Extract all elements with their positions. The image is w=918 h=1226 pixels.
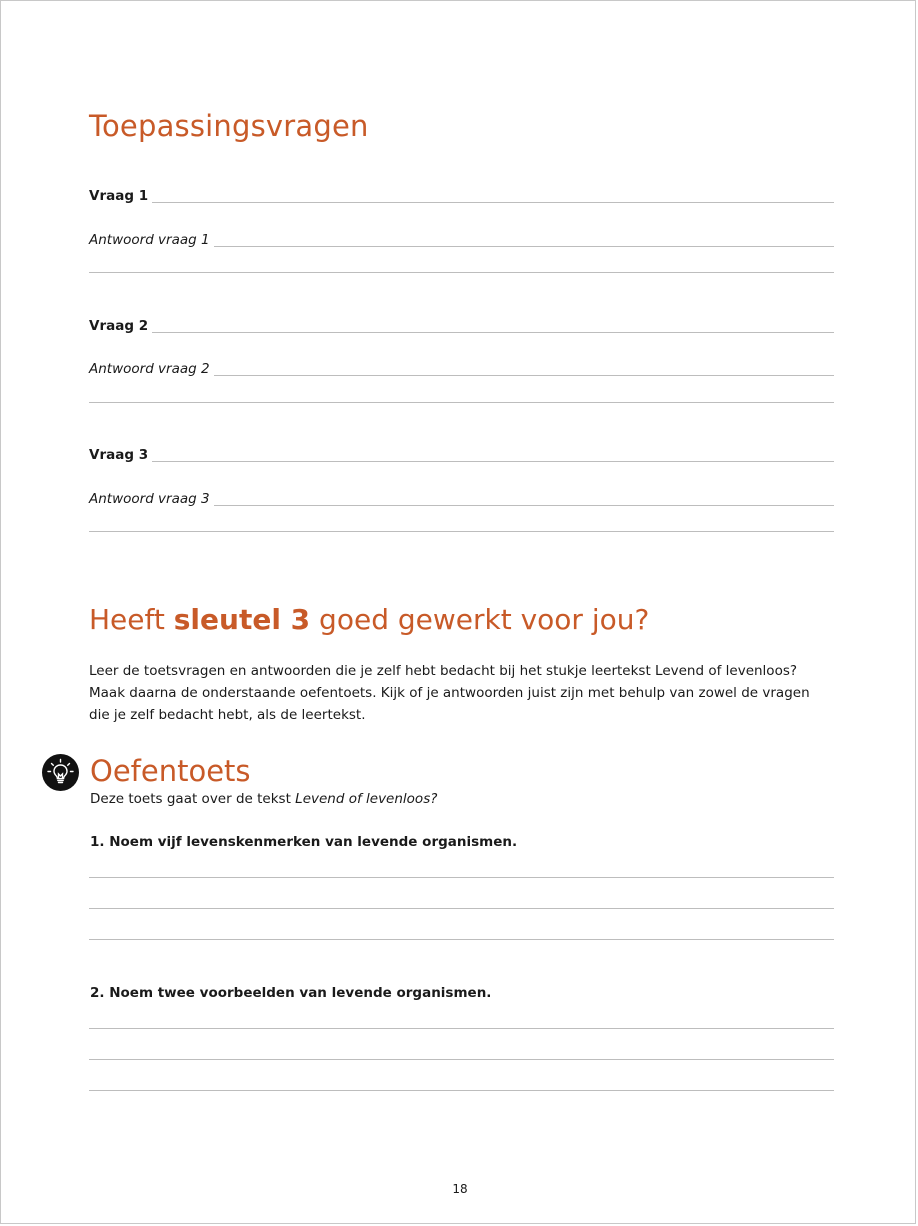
answer-1-label: Antwoord vraag 1 [89, 232, 210, 248]
answer-2-field[interactable] [89, 357, 834, 377]
instruction-line-3: die je zelf bedacht hebt, als de leertekst. [89, 707, 366, 723]
question-3-label: Vraag 3 [89, 447, 149, 463]
lightbulb-icon [42, 754, 79, 791]
title-part-2: goed gewerkt voor jou? [310, 603, 650, 636]
subtitle-italic: Levend of levenloos? [295, 791, 438, 807]
answer-3-label: Antwoord vraag 3 [89, 491, 210, 507]
question-2-field[interactable] [89, 314, 834, 334]
question-2-label: Vraag 2 [89, 318, 149, 334]
title-part-1: Heeft [89, 603, 174, 636]
test-question-2: 2. Noem twee voorbeelden van levende organismen. [90, 985, 492, 1001]
answer-3-line [214, 505, 834, 506]
answer-2-line [214, 375, 834, 376]
section-title-sleutel [89, 603, 649, 636]
section-title-toepassingsvragen: Toepassingsvragen [89, 109, 369, 143]
answer-1-line [214, 246, 834, 247]
instruction-line-2: Maak daarna de onderstaande oefentoets. Kijk of je antwoorden juist zijn met behulp van zowel de vragen [89, 685, 810, 701]
answer-3-extra-line[interactable] [89, 531, 834, 532]
answer-3-field[interactable] [89, 487, 834, 507]
test-answer-2-line-3[interactable] [89, 1090, 834, 1091]
test-answer-2-line-1[interactable] [89, 1028, 834, 1029]
question-1-label: Vraag 1 [89, 188, 149, 204]
answer-1-field[interactable] [89, 228, 834, 248]
page-number: 18 [452, 1182, 468, 1196]
answer-1-extra-line[interactable] [89, 272, 834, 273]
test-answer-2-line-2[interactable] [89, 1059, 834, 1060]
question-1-line [152, 202, 834, 203]
question-2-line [152, 332, 834, 333]
question-3-field[interactable] [89, 443, 834, 463]
test-answer-1-line-3[interactable] [89, 939, 834, 940]
answer-2-extra-line[interactable] [89, 402, 834, 403]
title-key-bold: sleutel 3 [173, 603, 311, 636]
instruction-line-1: Leer de toetsvragen en antwoorden die je zelf hebt bedacht bij het stukje leertekst Levend of levenloos? [89, 663, 798, 679]
answer-2-label: Antwoord vraag 2 [89, 361, 210, 377]
test-answer-1-line-2[interactable] [89, 908, 834, 909]
section-title-oefentoets: Oefentoets [90, 754, 251, 788]
oefentoets-subtitle [90, 791, 437, 807]
question-1-field[interactable] [89, 184, 834, 204]
instruction-paragraph [89, 660, 810, 726]
test-answer-1-line-1[interactable] [89, 877, 834, 878]
test-question-1: 1. Noem vijf levenskenmerken van levende organismen. [90, 834, 518, 850]
subtitle-text: Deze toets gaat over de tekst [90, 791, 296, 807]
question-3-line [152, 461, 834, 462]
